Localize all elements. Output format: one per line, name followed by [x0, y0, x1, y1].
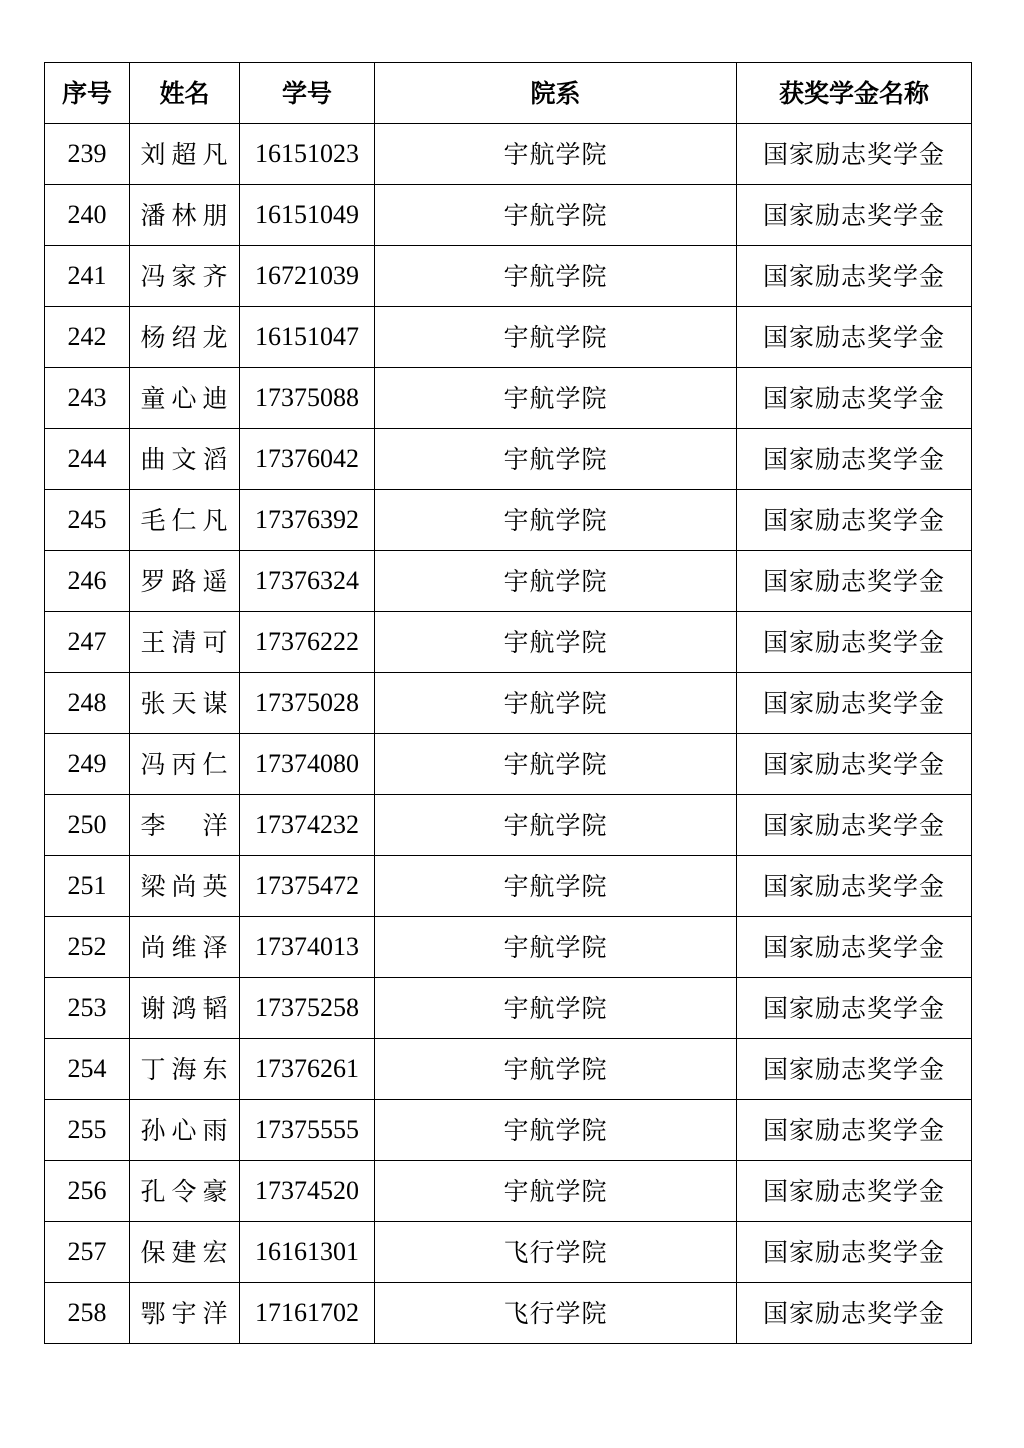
- student-name: 李 洋: [140, 810, 229, 840]
- table-row: [45, 490, 972, 551]
- cell-department: 宇航学院: [375, 551, 737, 612]
- cell-department: 宇航学院: [375, 734, 737, 795]
- cell-department: 飞行学院: [375, 1222, 737, 1283]
- cell-seq: 245: [45, 490, 130, 551]
- table-row: [45, 734, 972, 795]
- cell-department: 宇航学院: [375, 307, 737, 368]
- cell-name: [130, 185, 240, 246]
- cell-award: 国家励志奖学金: [737, 978, 972, 1039]
- cell-student-id: 16151023: [240, 124, 375, 185]
- header-student-id: 学号: [240, 63, 375, 124]
- cell-award: 国家励志奖学金: [737, 795, 972, 856]
- cell-seq: 255: [45, 1100, 130, 1161]
- table-row: [45, 1222, 972, 1283]
- cell-name: [130, 124, 240, 185]
- table-row: [45, 1283, 972, 1344]
- cell-name: [130, 246, 240, 307]
- cell-award: 国家励志奖学金: [737, 856, 972, 917]
- cell-name: [130, 734, 240, 795]
- table-row: [45, 917, 972, 978]
- cell-seq: 248: [45, 673, 130, 734]
- cell-award: 国家励志奖学金: [737, 1283, 972, 1344]
- cell-award: 国家励志奖学金: [737, 307, 972, 368]
- cell-student-id: 16721039: [240, 246, 375, 307]
- cell-award: 国家励志奖学金: [737, 124, 972, 185]
- cell-award: 国家励志奖学金: [737, 490, 972, 551]
- cell-name: [130, 1100, 240, 1161]
- student-name: 刘超凡: [140, 139, 229, 169]
- student-name: 鄂宇洋: [140, 1298, 229, 1328]
- cell-name: [130, 856, 240, 917]
- cell-award: 国家励志奖学金: [737, 1039, 972, 1100]
- cell-award: 国家励志奖学金: [737, 917, 972, 978]
- table-row: [45, 124, 972, 185]
- cell-name: [130, 429, 240, 490]
- cell-student-id: 17375472: [240, 856, 375, 917]
- cell-seq: 258: [45, 1283, 130, 1344]
- table-row: [45, 795, 972, 856]
- student-name: 张天谋: [140, 688, 229, 718]
- student-name: 杨绍龙: [140, 322, 229, 352]
- student-name: 尚维泽: [140, 932, 229, 962]
- table-header: [45, 63, 972, 124]
- student-name: 谢鸿韬: [140, 993, 229, 1023]
- cell-department: 宇航学院: [375, 673, 737, 734]
- cell-award: 国家励志奖学金: [737, 734, 972, 795]
- cell-name: [130, 917, 240, 978]
- cell-seq: 252: [45, 917, 130, 978]
- table-row: [45, 673, 972, 734]
- header-award: 获奖学金名称: [737, 63, 972, 124]
- cell-seq: 240: [45, 185, 130, 246]
- cell-student-id: 17376324: [240, 551, 375, 612]
- cell-name: [130, 673, 240, 734]
- cell-seq: 241: [45, 246, 130, 307]
- table-row: [45, 856, 972, 917]
- cell-student-id: 16151049: [240, 185, 375, 246]
- table-row: [45, 185, 972, 246]
- cell-name: [130, 978, 240, 1039]
- cell-name: [130, 612, 240, 673]
- cell-department: 宇航学院: [375, 490, 737, 551]
- cell-department: 宇航学院: [375, 917, 737, 978]
- cell-award: 国家励志奖学金: [737, 429, 972, 490]
- cell-department: 宇航学院: [375, 246, 737, 307]
- cell-name: [130, 795, 240, 856]
- student-name: 冯家齐: [140, 261, 229, 291]
- student-name: 冯丙仁: [140, 749, 229, 779]
- cell-name: [130, 307, 240, 368]
- header-seq: 序号: [45, 63, 130, 124]
- cell-seq: 246: [45, 551, 130, 612]
- cell-department: 宇航学院: [375, 368, 737, 429]
- student-name: 罗路遥: [140, 566, 229, 596]
- cell-department: 宇航学院: [375, 1039, 737, 1100]
- cell-student-id: 17374232: [240, 795, 375, 856]
- student-name: 曲文滔: [140, 444, 229, 474]
- table-row: [45, 978, 972, 1039]
- cell-seq: 254: [45, 1039, 130, 1100]
- cell-seq: 249: [45, 734, 130, 795]
- cell-seq: 239: [45, 124, 130, 185]
- cell-seq: 256: [45, 1161, 130, 1222]
- student-name: 童心迪: [140, 383, 229, 413]
- cell-department: 宇航学院: [375, 856, 737, 917]
- cell-department: 宇航学院: [375, 1100, 737, 1161]
- cell-department: 飞行学院: [375, 1283, 737, 1344]
- header-row: [45, 63, 972, 124]
- cell-seq: 244: [45, 429, 130, 490]
- student-name: 孙心雨: [140, 1115, 229, 1145]
- cell-department: 宇航学院: [375, 612, 737, 673]
- cell-award: 国家励志奖学金: [737, 1161, 972, 1222]
- cell-award: 国家励志奖学金: [737, 368, 972, 429]
- table-row: [45, 368, 972, 429]
- table-row: [45, 429, 972, 490]
- cell-name: [130, 1039, 240, 1100]
- student-name: 保建宏: [140, 1237, 229, 1267]
- cell-student-id: 17374013: [240, 917, 375, 978]
- table-row: [45, 246, 972, 307]
- student-name: 孔令豪: [140, 1176, 229, 1206]
- cell-name: [130, 490, 240, 551]
- cell-name: [130, 1161, 240, 1222]
- student-name: 丁海东: [140, 1054, 229, 1084]
- cell-award: 国家励志奖学金: [737, 185, 972, 246]
- student-name: 王清可: [140, 627, 229, 657]
- cell-seq: 257: [45, 1222, 130, 1283]
- cell-name: [130, 551, 240, 612]
- cell-name: [130, 1283, 240, 1344]
- cell-student-id: 17375088: [240, 368, 375, 429]
- cell-student-id: 17376042: [240, 429, 375, 490]
- table-row: [45, 612, 972, 673]
- cell-name: [130, 1222, 240, 1283]
- cell-department: 宇航学院: [375, 1161, 737, 1222]
- cell-student-id: 17374520: [240, 1161, 375, 1222]
- cell-student-id: 17161702: [240, 1283, 375, 1344]
- cell-department: 宇航学院: [375, 795, 737, 856]
- cell-student-id: 17375028: [240, 673, 375, 734]
- cell-student-id: 17375258: [240, 978, 375, 1039]
- header-department: 院系: [375, 63, 737, 124]
- student-name: 毛仁凡: [140, 505, 229, 535]
- cell-department: 宇航学院: [375, 429, 737, 490]
- cell-award: 国家励志奖学金: [737, 551, 972, 612]
- cell-student-id: 16151047: [240, 307, 375, 368]
- cell-award: 国家励志奖学金: [737, 612, 972, 673]
- cell-student-id: 17376392: [240, 490, 375, 551]
- cell-department: 宇航学院: [375, 978, 737, 1039]
- cell-seq: 242: [45, 307, 130, 368]
- student-name: 梁尚英: [140, 871, 229, 901]
- cell-award: 国家励志奖学金: [737, 1222, 972, 1283]
- table-row: [45, 1039, 972, 1100]
- cell-seq: 251: [45, 856, 130, 917]
- cell-seq: 247: [45, 612, 130, 673]
- table-row: [45, 307, 972, 368]
- scholarship-table: [44, 62, 972, 1344]
- student-name: 潘林朋: [140, 200, 229, 230]
- table-row: [45, 1100, 972, 1161]
- cell-student-id: 17375555: [240, 1100, 375, 1161]
- cell-student-id: 16161301: [240, 1222, 375, 1283]
- table-row: [45, 551, 972, 612]
- cell-student-id: 17374080: [240, 734, 375, 795]
- cell-department: 宇航学院: [375, 124, 737, 185]
- cell-seq: 253: [45, 978, 130, 1039]
- table-body: [45, 124, 972, 1344]
- cell-student-id: 17376222: [240, 612, 375, 673]
- cell-name: [130, 368, 240, 429]
- table-row: [45, 1161, 972, 1222]
- cell-student-id: 17376261: [240, 1039, 375, 1100]
- cell-department: 宇航学院: [375, 185, 737, 246]
- header-name: 姓名: [130, 63, 240, 124]
- cell-seq: 243: [45, 368, 130, 429]
- cell-award: 国家励志奖学金: [737, 246, 972, 307]
- cell-award: 国家励志奖学金: [737, 673, 972, 734]
- cell-seq: 250: [45, 795, 130, 856]
- cell-award: 国家励志奖学金: [737, 1100, 972, 1161]
